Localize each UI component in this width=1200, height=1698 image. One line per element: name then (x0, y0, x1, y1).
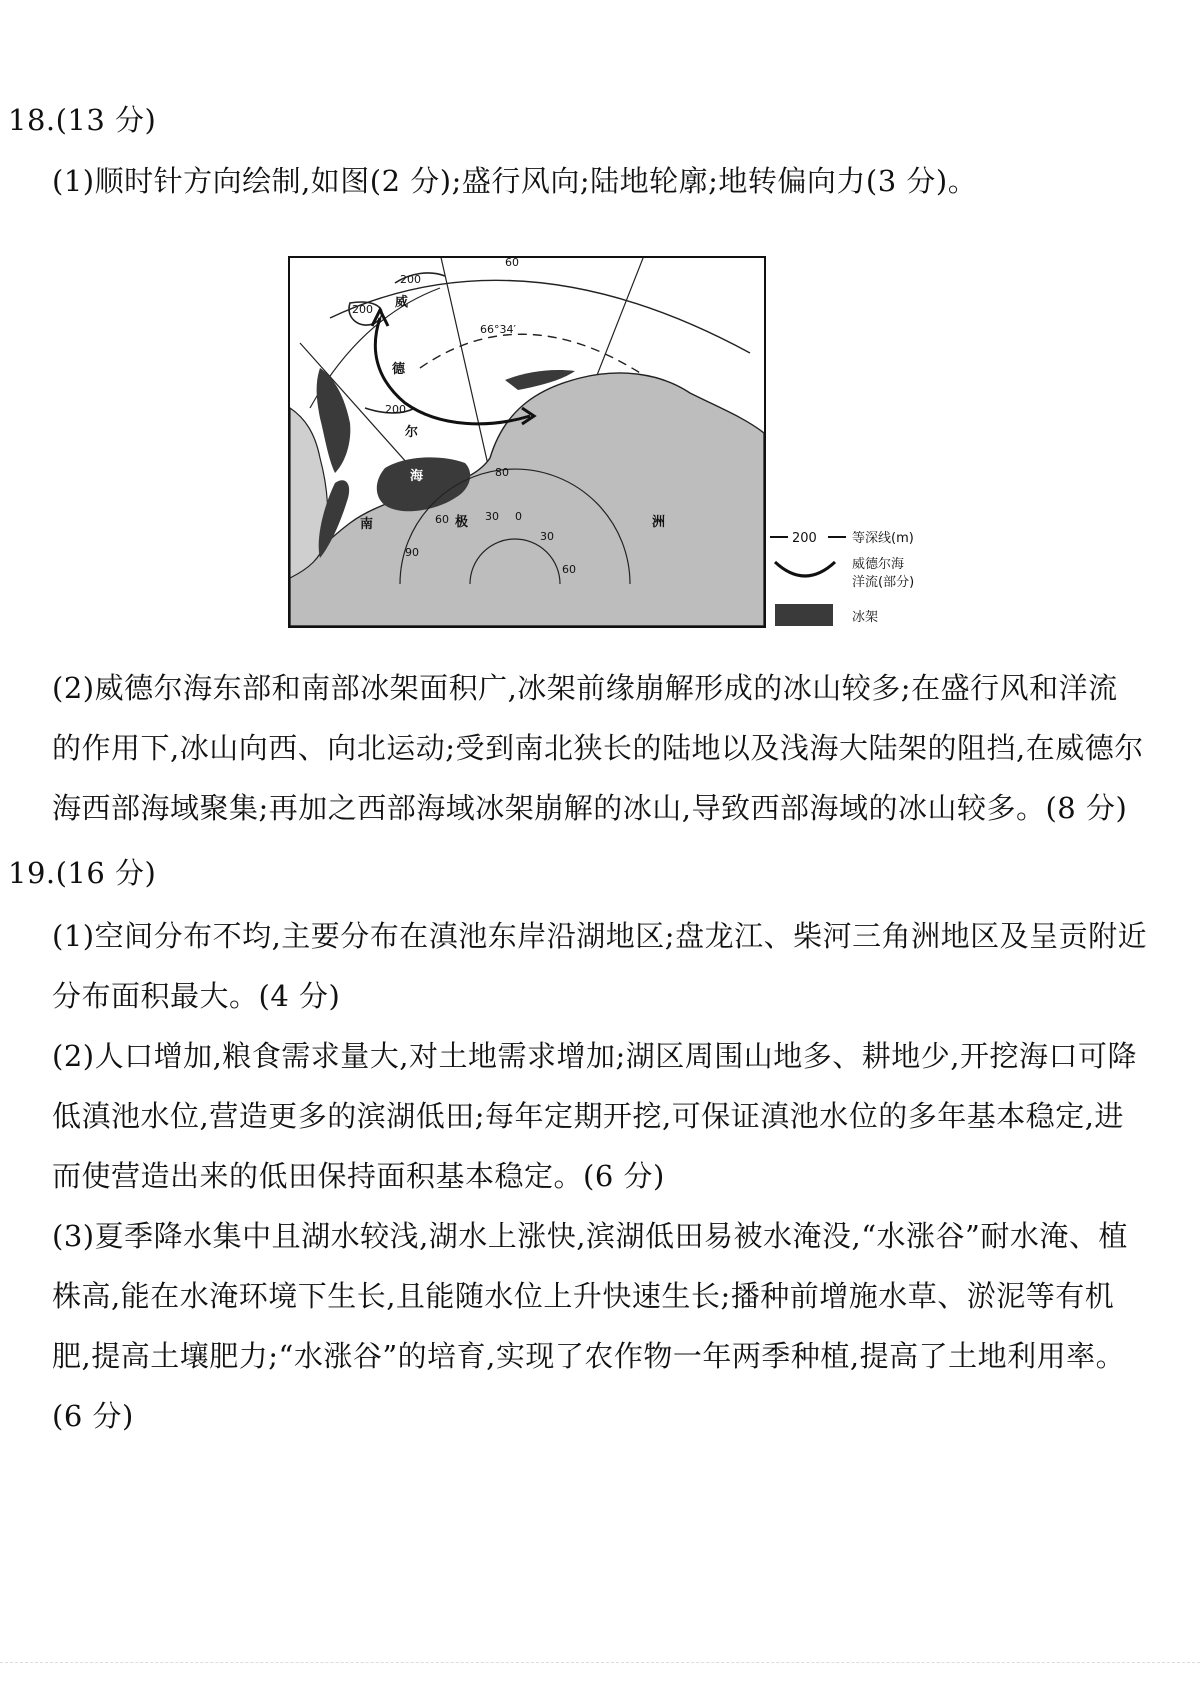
q19-answer-3-line-4: (6 分) (52, 1399, 134, 1433)
label-30b: 30 (540, 530, 554, 543)
label-200c: 200 (385, 403, 406, 416)
label-zhou: 洲 (652, 515, 666, 530)
question-18-header: 18.(13 分) (8, 103, 157, 137)
q19-answer-3-line-2: 株高,能在水淹环境下生长,且能随水位上升快速生长;播种前增施水草、淤泥等有机 (52, 1279, 1115, 1313)
label-latitude-66-34: 66°34′ (480, 323, 516, 336)
label-200b: 200 (352, 303, 373, 316)
q18-answer-2-line-2: 的作用下,冰山向西、向北运动;受到南北狭长的陆地以及浅海大陆架的阻挡,在威德尔 (52, 731, 1144, 765)
legend-iceshelf-label: 冰架 (852, 610, 879, 625)
label-ji: 极 (455, 515, 469, 530)
label-hai: 海 (410, 469, 424, 484)
q19-answer-2-line-2: 低滇池水位,营造更多的滨湖低田;每年定期开挖,可保证滇池水位的多年基本稳定,进 (52, 1099, 1124, 1133)
label-nan: 南 (360, 517, 374, 532)
ice-shelf-west (317, 368, 351, 473)
lat-arc-60 (330, 280, 750, 353)
label-de: 德 (392, 362, 406, 377)
q19-answer-1-line-2: 分布面积最大。(4 分) (52, 979, 341, 1013)
weddell-sea-map (288, 256, 766, 628)
legend-current-label-1: 威德尔海 (852, 557, 905, 572)
page-bottom-divider (0, 1662, 1200, 1663)
legend-iceshelf-swatch (775, 604, 833, 626)
label-80: 80 (495, 466, 509, 479)
label-90: 90 (405, 546, 419, 559)
label-60c: 60 (562, 563, 576, 576)
legend-contour-label: 等深线(m) (852, 531, 914, 546)
q19-answer-2-line-1: (2)人口增加,粮食需求量大,对土地需求增加;湖区周围山地多、耕地少,开挖海口可降 (52, 1039, 1138, 1073)
map-legend (770, 522, 970, 632)
q19-answer-3-line-1: (3)夏季降水集中且湖水较浅,湖水上涨快,滨湖低田易被水淹没,“水涨谷”耐水淹、植 (52, 1219, 1128, 1253)
label-200a: 200 (400, 273, 421, 286)
label-0: 0 (515, 510, 522, 523)
q18-answer-2-line-1: (2)威德尔海东部和南部冰架面积广,冰架前缘崩解形成的冰山较多;在盛行风和洋流 (52, 671, 1118, 705)
legend-current-symbol (775, 562, 835, 576)
q18-answer-1: (1)顺时针方向绘制,如图(2 分);盛行风向;陆地轮廓;地转偏向力(3 分)。 (52, 164, 978, 198)
label-er: 尔 (405, 425, 419, 440)
label-60: 60 (505, 258, 519, 269)
q19-answer-1-line-1: (1)空间分布不均,主要分布在滇池东岸沿湖地区;盘龙江、柴河三角洲地区及呈贡附近 (52, 919, 1148, 953)
q19-answer-2-line-3: 而使营造出来的低田保持面积基本稳定。(6 分) (52, 1159, 665, 1193)
q18-answer-2-line-3: 海西部海域聚集;再加之西部海域冰架崩解的冰山,导致西部海域的冰山较多。(8 分) (52, 791, 1128, 825)
legend-current-label-2: 洋流(部分) (852, 575, 915, 590)
legend-contour-value: 200 (792, 531, 817, 546)
question-19-header: 19.(16 分) (8, 856, 157, 890)
label-30a: 30 (485, 510, 499, 523)
q19-answer-3-line-3: 肥,提高土壤肥力;“水涨谷”的培育,实现了农作物一年两季种植,提高了土地利用率。 (52, 1339, 1126, 1373)
label-wei: 威 (395, 295, 409, 310)
label-60b: 60 (435, 513, 449, 526)
